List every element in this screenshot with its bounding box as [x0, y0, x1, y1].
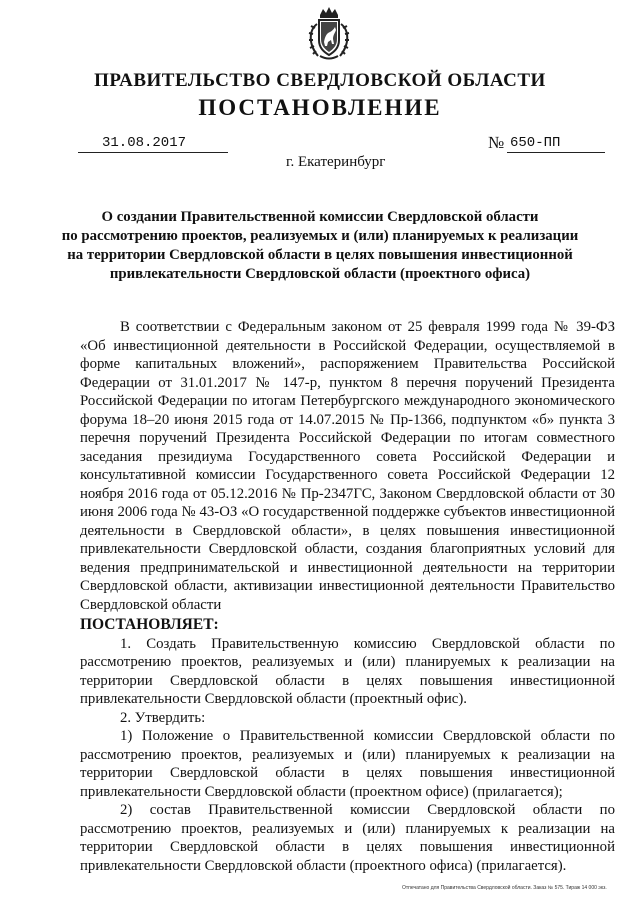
number-field	[507, 135, 605, 153]
coat-of-arms-icon	[304, 6, 354, 62]
city: г. Екатеринбург	[286, 154, 386, 170]
clause-paragraph: 1. Создать Правительственную комиссию Свердловской области по рассмотрению проектов, реализуемых и (или) планируемых к реализации на территории Свердловской области в целях повышения инвестиционной привлекательности Свердловской области (проектный офис).	[80, 635, 615, 707]
clause-paragraph: 2) состав Правительственной комиссии Свердловской области по рассмотрению проектов, реализуемых и (или) планируемых к реализации на территории Свердловской области в целях повышения инвестиционной привлекательности Свердловской области (проектного офиса) (прилагается).	[80, 802, 615, 874]
clause-paragraph: 1) Положение о Правительственной комиссии Свердловской области по рассмотрению проектов, реализуемых и (или) планируемых к реализации на территории Свердловской области в целях повышения инвестиционной привлекательности Свердловской области (проектном офисе) (прилагается);	[80, 728, 615, 800]
heading-line: привлекательности Свердловской области (проектного офиса)	[109, 266, 531, 282]
heading-line: О создании Правительственной комиссии Свердловской области	[101, 209, 539, 225]
document-body	[80, 318, 615, 875]
resolve-heading: ПОСТАНОВЛЯЕТ:	[80, 616, 219, 633]
government-title: ПРАВИТЕЛЬСТВО СВЕРДЛОВСКОЙ ОБЛАСТИ	[94, 70, 546, 91]
clause-paragraph: 2. Утвердить:	[120, 709, 206, 726]
document-heading	[50, 208, 590, 284]
heading-line: на территории Свердловской области в целях повышения инвестиционной	[67, 247, 573, 263]
heading-line: по рассмотрению проектов, реализуемых и (или) планируемых к реализации	[61, 228, 579, 244]
date-field	[78, 135, 228, 153]
date-value: 31.08.2017	[102, 135, 187, 151]
number-value: 650-ПП	[510, 135, 561, 151]
preamble-paragraph: В соответствии с Федеральным законом от 25 февраля 1999 года № 39-ФЗ «Об инвестиционной деятельности в Российской Федерации, осуществляемой в форме капитальных вложений», распоряжением Правительства Российской Федерации от 31.01.2017 № 147-р, пунктом 8 перечня поручений Президента Российской Федерации по итогам Петербургского международного экономического форума 18–20 июня 2015 года от 14.07.2015 № Пр-1366, подпунктом «б» пункта 3 перечня поручений Президента Российской Федерации по итогам совместного заседания президиума Государственного совета Российской Федерации и консультативной комиссии Государственного совета Российской Федерации 12 ноября 2016 года от 05.12.2016 № Пр-2347ГС, Законом Свердловской области от 30 июня 2006 года № 43-ОЗ «О государственной поддержке субъектов инвестиционной деятельности в Свердловской области», в целях повышения инвестиционной привлекательности Свердловской области, создания благоприятных условий для ведения предпринимательской и инвестиционной деятельности на территории Свердловской области, активизации инвестиционной деятельности Правительство Свердловской области	[80, 319, 615, 613]
number-label: №	[488, 133, 505, 152]
document-type: ПОСТАНОВЛЕНИЕ	[198, 95, 442, 120]
print-footnote: Отпечатано для Правительства Свердловской области. Заказ № 575. Тираж 14 000 экз.	[402, 885, 607, 891]
